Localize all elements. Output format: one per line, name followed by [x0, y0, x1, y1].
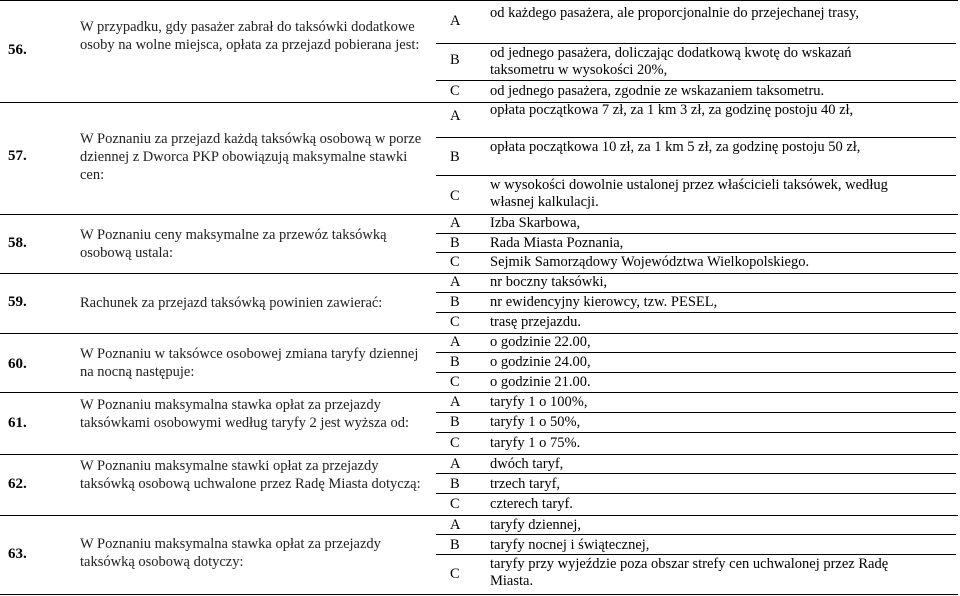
option-letter: B — [450, 476, 460, 492]
option-c[interactable] — [436, 253, 956, 272]
option-c[interactable] — [436, 433, 956, 453]
question-number: 63. — [8, 546, 27, 562]
question-number: 60. — [8, 356, 27, 372]
option-letter: B — [450, 354, 460, 370]
option-text: Sejmik Samorządowy Województwa Wielkopolskiego. — [490, 254, 810, 270]
option-letter: A — [450, 517, 461, 533]
option-letter: A — [450, 456, 461, 472]
option-c[interactable] — [436, 81, 956, 101]
option-text: w wysokości dowolnie ustalonej przez właścicieli taksówek, według własnej kalkulacji. — [490, 177, 888, 210]
option-text: nr boczny taksówki, — [490, 274, 608, 290]
question-number: 56. — [8, 42, 27, 58]
option-text: taryfy 1 o 50%, — [490, 414, 581, 430]
option-letter: C — [450, 314, 460, 330]
option-b[interactable] — [436, 138, 956, 176]
question-row-61 — [0, 392, 958, 455]
option-b[interactable] — [436, 293, 956, 313]
question-number: 57. — [8, 148, 27, 164]
option-text: taryfy przy wyjeździe poza obszar strefy cen uchwalonej przez Radę Miasta. — [490, 556, 889, 589]
option-c[interactable] — [436, 176, 956, 213]
option-letter: A — [450, 13, 461, 29]
option-text: czterech taryf. — [490, 496, 573, 512]
option-text: o godzinie 24.00, — [490, 354, 591, 370]
option-b[interactable] — [436, 44, 956, 81]
option-letter: A — [450, 334, 461, 350]
question-number: 58. — [8, 235, 27, 251]
option-text: dwóch taryf, — [490, 456, 564, 472]
option-a[interactable] — [436, 273, 956, 293]
question-text: Rachunek za przejazd taksówką powinien zawierać: — [80, 295, 383, 311]
option-text: Rada Miasta Poznania, — [490, 235, 624, 251]
option-text: taryfy dziennej, — [490, 517, 581, 533]
question-row-62 — [0, 454, 958, 516]
option-letter: C — [450, 374, 460, 390]
question-text: W Poznaniu maksymalna stawka opłat za przejazdy taksówkami osobowymi według taryfy 2 jest wyższa od: — [80, 397, 410, 431]
question-text: W Poznaniu maksymalne stawki opłat za przejazdy taksówką osobową uchwalone przez Radę Miasta dotyczą: — [80, 458, 421, 492]
option-letter: C — [450, 566, 460, 582]
option-a[interactable] — [436, 1, 956, 44]
question-number: 59. — [8, 294, 27, 310]
option-letter: B — [450, 414, 460, 430]
option-a[interactable] — [436, 454, 956, 474]
option-letter: B — [450, 235, 460, 251]
option-c[interactable] — [436, 373, 956, 391]
option-a[interactable] — [436, 101, 956, 138]
option-a[interactable] — [436, 392, 956, 413]
option-letter: C — [450, 188, 460, 204]
option-text: taryfy 1 o 100%, — [490, 394, 588, 410]
option-letter: A — [450, 274, 461, 290]
question-number: 61. — [8, 415, 27, 431]
option-letter: B — [450, 52, 460, 68]
option-letter: B — [450, 294, 460, 310]
option-a[interactable] — [436, 515, 956, 535]
option-text: opłata początkowa 10 zł, za 1 km 5 zł, za godzinę postoju 50 zł, — [490, 139, 861, 155]
option-letter: C — [450, 435, 460, 451]
option-a[interactable] — [436, 333, 956, 353]
question-text: W Poznaniu w taksówce osobowej zmiana taryfy dziennej na nocną następuje: — [80, 346, 419, 380]
option-text: taryfy 1 o 75%. — [490, 435, 581, 451]
option-b[interactable] — [436, 353, 956, 373]
option-text: o godzinie 21.00. — [490, 374, 591, 390]
option-text: trasę przejazdu. — [490, 314, 581, 330]
option-letter: A — [450, 215, 461, 231]
question-row-63 — [0, 515, 958, 595]
question-text: W przypadku, gdy pasażer zabrał do taksówki dodatkowe osoby na wolne miejsca, opłata za przejazd pobierana jest: — [80, 19, 420, 53]
option-a[interactable] — [436, 214, 956, 234]
option-letter: B — [450, 149, 460, 165]
question-text: W Poznaniu maksymalna stawka opłat za przejazdy taksówką osobową dotyczy: — [80, 536, 381, 570]
option-c[interactable] — [436, 555, 956, 593]
question-text: W Poznaniu ceny maksymalne za przewóz taksówką osobową ustala: — [80, 227, 387, 261]
option-letter: C — [450, 83, 460, 99]
option-letter: B — [450, 537, 460, 553]
question-row-56 — [0, 0, 958, 103]
option-letter: C — [450, 254, 460, 270]
question-row-59 — [0, 273, 958, 334]
question-number: 62. — [8, 476, 27, 492]
option-b[interactable] — [436, 474, 956, 494]
option-text: nr ewidencyjny kierowcy, tzw. PESEL, — [490, 294, 718, 310]
option-text: od każdego pasażera, ale proporcjonalnie do przejechanej trasy, — [490, 5, 860, 21]
option-b[interactable] — [436, 413, 956, 433]
question-text: W Poznaniu za przejazd każdą taksówką osobową w porze dziennej z Dworca PKP obowiązują maksymalne stawki cen: — [80, 131, 422, 183]
option-letter: A — [450, 108, 461, 124]
option-text: taryfy nocnej i świątecznej, — [490, 537, 650, 553]
option-letter: C — [450, 496, 460, 512]
option-text: od jednego pasażera, zgodnie ze wskazaniem taksometru. — [490, 83, 825, 99]
option-c[interactable] — [436, 494, 956, 514]
option-b[interactable] — [436, 234, 956, 253]
option-b[interactable] — [436, 535, 956, 555]
option-text: trzech taryf, — [490, 476, 561, 492]
option-text: od jednego pasażera, doliczając dodatkową kwotę do wskazań taksometru w wysokości 20%, — [490, 45, 852, 78]
option-c[interactable] — [436, 313, 956, 332]
option-text: o godzinie 22.00, — [490, 334, 591, 350]
option-letter: A — [450, 394, 461, 410]
question-row-57 — [0, 101, 958, 215]
option-text: opłata początkowa 7 zł, za 1 km 3 zł, za godzinę postoju 40 zł, — [490, 102, 854, 118]
question-row-60 — [0, 333, 958, 393]
question-row-58 — [0, 214, 958, 274]
option-text: Izba Skarbowa, — [490, 215, 581, 231]
